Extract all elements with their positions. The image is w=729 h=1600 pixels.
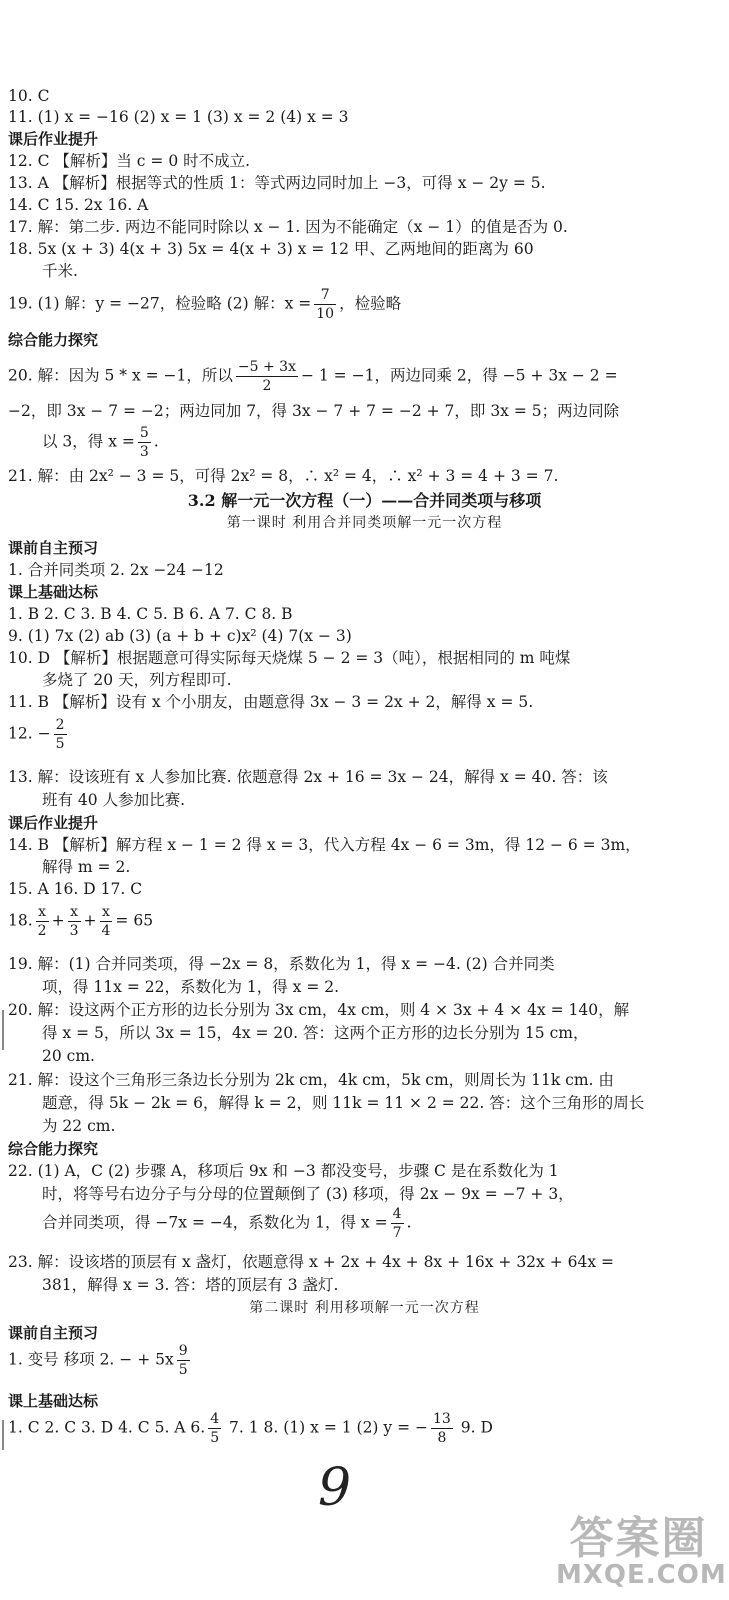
watermark-url: MXQE.COM xyxy=(556,1560,727,1590)
section-heading: 综合能力探究 xyxy=(8,1140,99,1158)
denominator: 3 xyxy=(69,923,79,939)
answer-line xyxy=(8,903,153,940)
answer-line: 1. 合并同类项 2. 2x −24 −12 xyxy=(8,561,224,579)
denominator: 3 xyxy=(139,444,149,460)
text-segment: + xyxy=(83,911,97,930)
answer-line: 18. 5x (x + 3) 4(x + 3) 5x = 4(x + 3) x = 12 甲、乙两地间的距离为 60 xyxy=(8,240,534,258)
denominator: 5 xyxy=(55,736,65,752)
fraction xyxy=(177,1342,190,1379)
answer-line: 21. 解：设这个三角形三条边长分别为 2k cm，4k cm，5k cm，则周长为 11k cm. 由 xyxy=(8,1071,614,1089)
answer-line xyxy=(8,1342,193,1379)
answer-line: 时，将等号右边分子与分母的位置颠倒了 (3) 移项，得 2x − 9x = −7 + 3， xyxy=(42,1185,574,1203)
answer-line xyxy=(42,1205,411,1242)
fraction xyxy=(431,1410,453,1447)
answer-line xyxy=(8,716,70,753)
denominator: 10 xyxy=(316,306,335,322)
text-segment: . xyxy=(406,1213,412,1232)
section-heading: 课上基础达标 xyxy=(8,1392,99,1410)
answer-line: 题意，得 5k − 2k = 6，解得 k = 2，则 11k = 11 × 2 = 22. 答：这个三角形的周长 xyxy=(42,1094,645,1112)
text-segment: 9. D xyxy=(455,1418,493,1437)
section-heading: 课前自主预习 xyxy=(8,539,99,557)
lesson-title: 第二课时 利用移项解一元一次方程 xyxy=(249,1300,480,1316)
fraction xyxy=(138,424,151,461)
answer-line: 1. B 2. C 3. B 4. C 5. B 6. A 7. C 8. B xyxy=(8,605,293,623)
answer-line xyxy=(8,286,401,323)
chapter-title: 3.2 解一元一次方程（一）——合并同类项与移项 xyxy=(187,491,542,510)
section-heading: 课前自主预习 xyxy=(8,1324,99,1342)
denominator: 8 xyxy=(437,1430,447,1446)
answer-line: 15. A 16. D 17. C xyxy=(8,880,143,898)
answer-line: 12. C 【解析】当 c = 0 时不成立. xyxy=(8,152,251,170)
answer-line: 班有 40 人参加比赛. xyxy=(42,791,186,809)
answer-line xyxy=(8,1410,493,1447)
answer-line: 13. 解：设该班有 x 人参加比赛. 依题意得 2x + 16 = 3x − 24，解得 x = 40. 答：该 xyxy=(8,768,608,786)
section-heading: 课后作业提升 xyxy=(8,814,99,832)
fraction xyxy=(54,716,67,753)
denominator: 4 xyxy=(101,923,111,939)
text-segment: 合并同类项，得 −7x = −4，系数化为 1，得 x = xyxy=(42,1213,388,1232)
answer-line: 14. C 15. 2x 16. A xyxy=(8,196,149,214)
answer-line: 解得 m = 2. xyxy=(42,858,131,876)
watermark-logo xyxy=(556,1500,727,1594)
numerator: x xyxy=(100,903,113,922)
answer-line xyxy=(8,358,618,395)
fraction xyxy=(100,903,113,940)
denominator: 5 xyxy=(178,1362,188,1378)
answer-line: 多烧了 20 天，列方程即可. xyxy=(42,671,232,689)
text-segment: ，检验略 xyxy=(339,294,402,313)
answer-line: 为 22 cm. xyxy=(42,1117,116,1135)
numerator: 4 xyxy=(210,1411,220,1427)
numerator: 5 xyxy=(139,425,149,441)
numerator: x xyxy=(36,903,49,922)
fraction xyxy=(68,903,81,940)
fraction xyxy=(314,286,336,323)
text-segment: 12. − xyxy=(8,724,51,743)
answer-line: 21. 解：由 2x² − 3 = 5，可得 2x² = 8，∴ x² = 4，∴ x² + 3 = 4 + 3 = 7. xyxy=(8,467,559,485)
answer-line: 20 cm. xyxy=(42,1047,95,1065)
fraction xyxy=(391,1205,404,1242)
answer-line: 10. C xyxy=(8,87,50,105)
answer-line: 13. A 【解析】根据等式的性质 1：等式两边同时加上 −3，可得 x − 2y = 5. xyxy=(8,174,546,192)
answer-line: 19. 解：(1) 合并同类项，得 −2x = 8，系数化为 1，得 x = −4. (2) 合并同类 xyxy=(8,955,555,973)
answer-line: 得 x = 5，所以 3x = 15，4x = 20. 答：这两个正方形的边长分别为 15 cm， xyxy=(42,1024,589,1042)
lesson-title: 第一课时 利用合并同类项解一元一次方程 xyxy=(226,515,503,531)
answer-line: 381，解得 x = 3. 答：塔的顶层有 3 盏灯. xyxy=(42,1276,339,1294)
denominator: 2 xyxy=(262,378,272,394)
text-segment: 1. 变号 移项 2. − + 5x xyxy=(8,1350,174,1369)
section-heading: 综合能力探究 xyxy=(8,331,99,349)
text-segment: 20. 解：因为 5 * x = −1，所以 xyxy=(8,366,233,385)
margin-mark xyxy=(2,1010,4,1050)
numerator: 4 xyxy=(392,1206,402,1222)
answer-line: 9. (1) 7x (2) ab (3) (a + b + c)x² (4) 7(x − 3) xyxy=(8,627,352,645)
page-number: 9 xyxy=(318,1458,352,1518)
answer-line: −2，即 3x − 7 = −2；两边同加 7，得 3x − 7 + 7 = −2 + 7，即 3x = 5；两边同除 xyxy=(8,402,620,420)
text-segment: 1. C 2. C 3. D 4. C 5. A 6. xyxy=(8,1418,206,1437)
answer-line: 20. 解：设这两个正方形的边长分别为 3x cm，4x cm，则 4 × 3x + 4 × 4x = 140，解 xyxy=(8,1001,630,1019)
section-heading: 课后作业提升 xyxy=(8,130,99,148)
section-heading: 课上基础达标 xyxy=(8,583,99,601)
answer-line: 23. 解：设该塔的顶层有 x 盏灯，依题意得 x + 2x + 4x + 8x + 16x + 32x + 64x = xyxy=(8,1253,615,1271)
text-segment: 7. 1 8. (1) x = 1 (2) y = − xyxy=(224,1418,428,1437)
numerator: −5 + 3x xyxy=(237,359,296,375)
answer-line: 11. B 【解析】设有 x 个小朋友，由题意得 3x − 3 = 2x + 2，解得 x = 5. xyxy=(8,693,534,711)
numerator: 7 xyxy=(314,286,336,305)
answer-line: 22. (1) A，C (2) 步骤 A，移项后 9x 和 −3 都没变号，步骤 C 是在系数化为 1 xyxy=(8,1162,559,1180)
text-segment: − 1 = −1，两边同乘 2，得 −5 + 3x − 2 = xyxy=(300,366,618,385)
answer-line: 项，得 11x = 22，系数化为 1，得 x = 2. xyxy=(42,978,340,996)
text-segment: . xyxy=(153,432,159,451)
text-segment: 19. (1) 解：y = −27，检验略 (2) 解：x = xyxy=(8,294,312,313)
denominator: 5 xyxy=(210,1430,220,1446)
answer-line: 17. 解：第二步. 两边不能同时除以 x − 1. 因为不能确定（x − 1）的值是否为 0. xyxy=(8,218,568,236)
numerator: 2 xyxy=(55,717,65,733)
answer-line: 千米. xyxy=(42,262,78,280)
fraction xyxy=(236,358,298,395)
answer-line: 11. (1) x = −16 (2) x = 1 (3) x = 2 (4) x = 3 xyxy=(8,108,349,126)
answer-line: 10. D 【解析】根据题意可得实际每天烧煤 5 − 2 = 3（吨），根据相同的 m 吨煤 xyxy=(8,649,571,667)
numerator: 13 xyxy=(433,1411,451,1427)
watermark-text: 答案圈 xyxy=(569,1513,708,1564)
fraction xyxy=(36,903,49,940)
denominator: 7 xyxy=(392,1225,402,1241)
answer-line xyxy=(42,424,159,461)
text-segment: = 65 xyxy=(115,911,154,930)
margin-mark xyxy=(2,1420,4,1450)
answer-line: 14. B 【解析】解方程 x − 1 = 2 得 x = 3，代入方程 4x − 6 = 3m，得 12 − 6 = 3m， xyxy=(8,836,641,854)
fraction xyxy=(208,1410,221,1447)
numerator: x xyxy=(68,903,81,922)
numerator: 9 xyxy=(178,1343,188,1359)
denominator: 2 xyxy=(37,923,47,939)
text-segment: + xyxy=(51,911,65,930)
text-segment: 以 3，得 x = xyxy=(42,432,135,451)
text-segment: 18. xyxy=(8,911,33,930)
